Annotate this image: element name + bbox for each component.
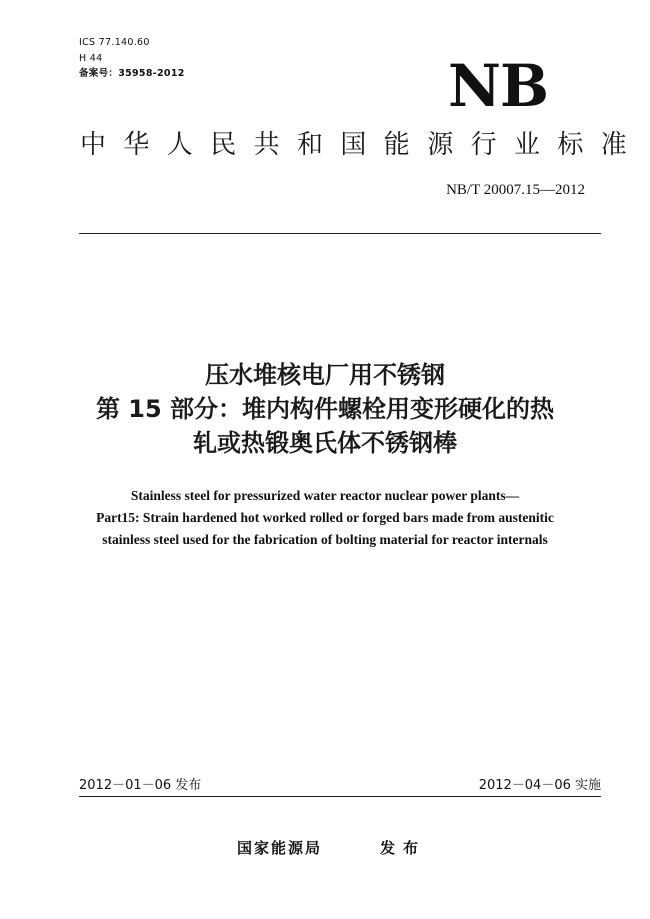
implementation-date: 2012－04－06 实施 bbox=[478, 778, 601, 793]
standard-organization-title: 中华人民共和国能源行业标准 bbox=[80, 130, 645, 160]
ics-code: ICS 77.140.60 bbox=[79, 37, 150, 48]
classification-code: H 44 bbox=[79, 53, 103, 64]
record-number: 备案号：35958-2012 bbox=[79, 68, 185, 79]
issue-date: 2012－01－06 发布 bbox=[79, 778, 202, 793]
header-divider bbox=[79, 233, 601, 234]
footer-divider bbox=[79, 796, 601, 797]
english-title-line-2: Part15: Strain hardened hot worked rolled or forged bars made from austenitic bbox=[96, 510, 554, 525]
chinese-title-line-2: 第 15 部分：堆内构件螺栓用变形硬化的热 bbox=[95, 395, 555, 423]
english-title-line-1: Stainless steel for pressurized water reactor nuclear power plants— bbox=[130, 488, 520, 503]
standard-code: NB/T 20007.15—2012 bbox=[446, 182, 585, 198]
issuing-action: 发布 bbox=[380, 839, 427, 857]
nb-logo: NB bbox=[448, 52, 549, 120]
english-title-line-3: stainless steel used for the fabrication of bolting material for reactor internals bbox=[102, 532, 548, 547]
chinese-title-line-1: 压水堆核电厂用不锈钢 bbox=[205, 361, 445, 389]
issuing-authority: 国家能源局 bbox=[237, 839, 323, 857]
chinese-title-line-3: 轧或热锻奥氏体不锈钢棒 bbox=[193, 429, 457, 457]
